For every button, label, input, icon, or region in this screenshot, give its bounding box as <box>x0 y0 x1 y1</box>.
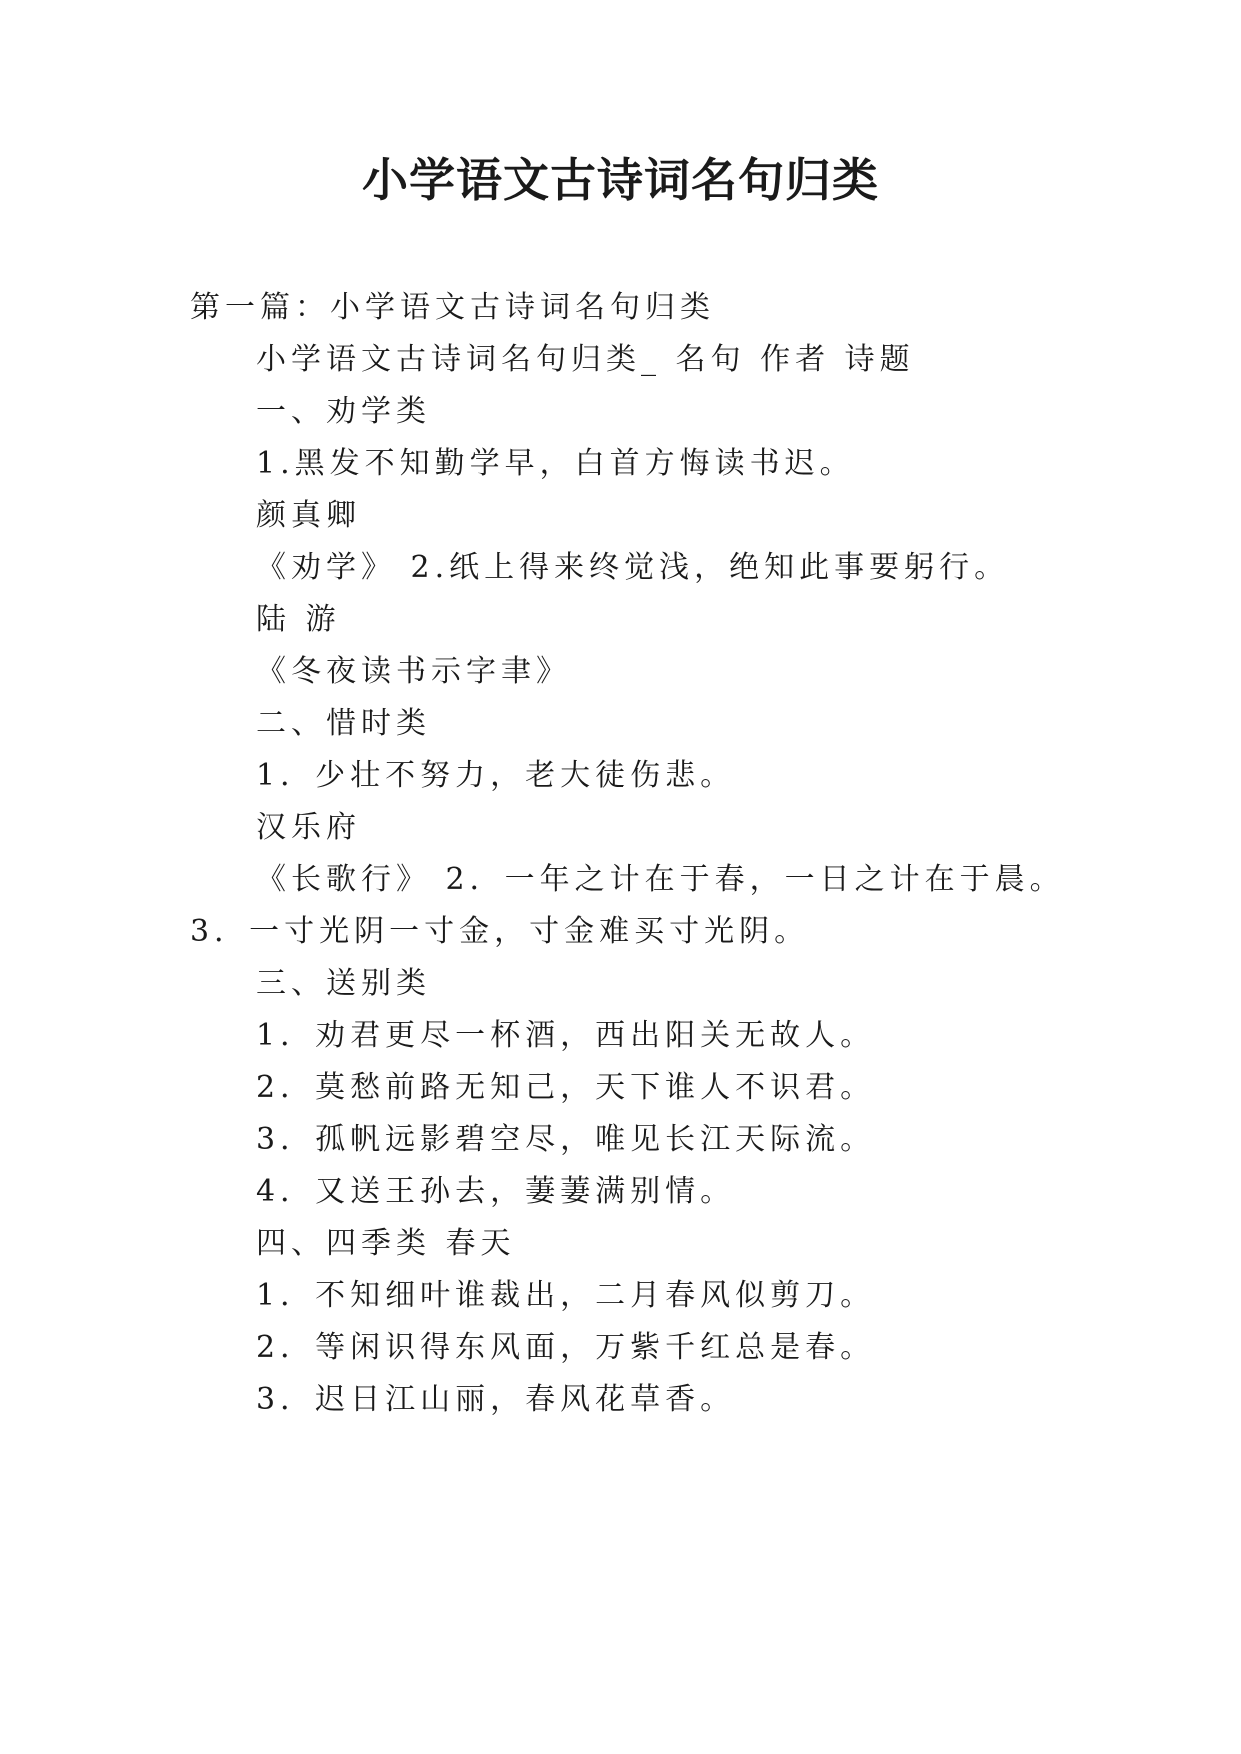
text-line: 《劝学》 2.纸上得来终觉浅，绝知此事要躬行。 <box>256 550 1010 585</box>
text-line: 2．莫愁前路无知己，天下谁人不识君。 <box>256 1070 876 1105</box>
text-line: 3．迟日江山丽，春风花草香。 <box>256 1382 736 1417</box>
text-line: 2．等闲识得东风面，万紫千红总是春。 <box>256 1330 876 1365</box>
text-line: 第一篇：小学语文古诗词名句归类 <box>190 290 715 325</box>
text-line: 3．孤帆远影碧空尽，唯见长江天际流。 <box>256 1122 876 1157</box>
section-heading: 三、送别类 <box>256 966 431 1001</box>
document-title: 小学语文古诗词名句归类 <box>362 153 879 207</box>
text-line: 《冬夜读书示字聿》 <box>256 654 571 689</box>
text-line: 陆 游 <box>256 602 341 637</box>
text-line: 4．又送王孙去，萋萋满别情。 <box>256 1174 736 1209</box>
text-line: 1．劝君更尽一杯酒，西出阳关无故人。 <box>256 1018 876 1053</box>
text-line: 1．少壮不努力，老大徒伤悲。 <box>256 758 736 793</box>
text-line: 3．一寸光阴一寸金，寸金难买寸光阴。 <box>190 914 810 949</box>
text-line: 1.黑发不知勤学早，白首方悔读书迟。 <box>256 446 855 481</box>
section-heading: 一、劝学类 <box>256 394 431 429</box>
text-line: 颜真卿 <box>256 498 361 533</box>
text-line: 《长歌行》 2．一年之计在于春，一日之计在于晨。 <box>256 862 1065 897</box>
text-line: 小学语文古诗词名句归类_ 名句 作者 诗题 <box>256 342 915 377</box>
section-heading: 四、四季类 春天 <box>256 1226 516 1261</box>
section-heading: 二、惜时类 <box>256 706 431 741</box>
text-line: 1．不知细叶谁裁出，二月春风似剪刀。 <box>256 1278 876 1313</box>
text-line: 汉乐府 <box>256 810 361 845</box>
